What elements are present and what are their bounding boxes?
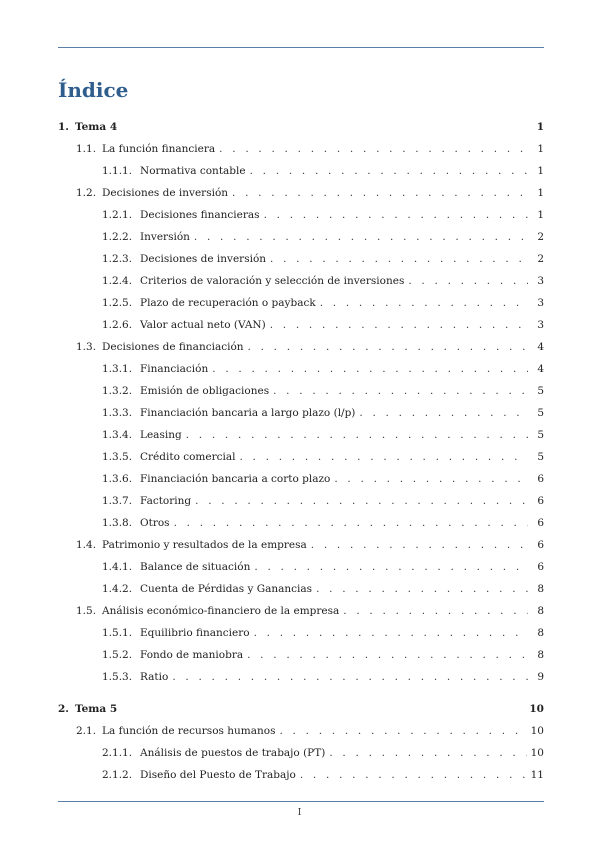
toc-leader	[359, 404, 528, 422]
toc-label: Plazo de recuperación o payback	[140, 297, 316, 309]
toc-label: Decisiones de inversión	[140, 253, 267, 265]
toc-label: Decisiones financieras	[140, 209, 260, 221]
toc-page: 1	[537, 187, 544, 199]
toc-number: 1.2.3.	[102, 253, 133, 265]
toc-label: Crédito comercial	[140, 451, 236, 463]
toc-leader	[343, 602, 528, 620]
toc-label: Equilibrio financiero	[140, 627, 250, 639]
toc-leader	[195, 492, 528, 510]
toc-subsection[interactable]	[58, 766, 544, 784]
toc-subsection[interactable]	[58, 448, 544, 466]
toc-leader	[194, 228, 528, 246]
header-rule	[58, 47, 544, 48]
toc-leader	[408, 272, 528, 290]
toc-subsection[interactable]	[58, 580, 544, 598]
toc-chapter-2[interactable]	[58, 700, 544, 718]
toc-number: 2.1.	[76, 725, 97, 737]
toc-number: 1.5.3.	[102, 671, 133, 683]
toc-leader	[316, 580, 528, 598]
toc-leader	[248, 338, 528, 356]
toc-page: 1	[537, 165, 544, 177]
toc-page: 9	[537, 671, 544, 683]
toc-subsection[interactable]	[58, 404, 544, 422]
toc-number: 1.4.1.	[102, 561, 133, 573]
toc-number: 1.4.	[76, 539, 97, 551]
toc-leader	[239, 448, 528, 466]
toc-subsection[interactable]	[58, 382, 544, 400]
toc-number: 1.2.4.	[102, 275, 133, 287]
toc-page: 11	[530, 769, 544, 781]
toc-page: 6	[537, 495, 544, 507]
toc-subsection[interactable]	[58, 492, 544, 510]
toc-label: Análisis económico-financiero de la empresa	[102, 605, 340, 617]
toc-leader	[300, 766, 527, 784]
toc-page: 2	[537, 253, 544, 265]
toc-leader	[273, 382, 528, 400]
toc-section[interactable]	[58, 338, 544, 356]
toc-leader	[254, 558, 528, 576]
toc-number: 1.3.8.	[102, 517, 133, 529]
toc-number: 1.5.2.	[102, 649, 133, 661]
toc-subsection[interactable]	[58, 426, 544, 444]
toc-number: 1.5.	[76, 605, 97, 617]
toc-leader	[329, 744, 526, 762]
toc-section[interactable]	[58, 140, 544, 158]
toc-page: 6	[537, 517, 544, 529]
toc-label: Tema 5	[75, 703, 118, 715]
toc-label: Balance de situación	[140, 561, 251, 573]
footer-rule	[58, 801, 544, 802]
page-title: Índice	[58, 78, 129, 102]
toc-page: 10	[529, 703, 544, 715]
toc-page: 8	[537, 627, 544, 639]
toc-page: 5	[537, 407, 544, 419]
toc-label: Análisis de puestos de trabajo (PT)	[140, 747, 326, 759]
toc-subsection[interactable]	[58, 316, 544, 334]
toc-leader	[174, 514, 528, 532]
toc-page: 5	[537, 429, 544, 441]
toc-label: Emisión de obligaciones	[140, 385, 270, 397]
toc-page: 4	[537, 363, 544, 375]
toc-number: 1.2.5.	[102, 297, 133, 309]
toc-leader	[212, 360, 528, 378]
toc-page: 10	[530, 725, 544, 737]
toc-leader	[311, 536, 528, 554]
toc-number: 1.3.3.	[102, 407, 133, 419]
toc-label: Otros	[140, 517, 170, 529]
toc-label: Financiación bancaria a largo plazo (l/p)	[140, 407, 356, 419]
toc-chapter-1[interactable]	[58, 118, 544, 136]
toc-page: 5	[537, 385, 544, 397]
toc-leader	[279, 722, 526, 740]
toc-label: Ratio	[140, 671, 169, 683]
toc-label: Cuenta de Pérdidas y Ganancias	[140, 583, 313, 595]
toc-leader	[172, 668, 528, 686]
toc-leader	[270, 250, 528, 268]
toc-leader	[247, 646, 528, 664]
toc-page: 3	[537, 297, 544, 309]
toc-number: 1.3.1.	[102, 363, 133, 375]
toc-subsection[interactable]	[58, 624, 544, 642]
toc-number: 1.3.	[76, 341, 97, 353]
toc-page: 10	[530, 747, 544, 759]
toc-label: Tema 4	[75, 121, 118, 133]
toc-label: Fondo de maniobra	[140, 649, 244, 661]
toc-subsection[interactable]	[58, 470, 544, 488]
toc-leader	[334, 470, 528, 488]
page-number: I	[297, 808, 302, 818]
toc-subsection[interactable]	[58, 228, 544, 246]
toc-label: Inversión	[140, 231, 190, 243]
toc-subsection[interactable]	[58, 272, 544, 290]
toc-section[interactable]	[58, 184, 544, 202]
toc-number: 1.4.2.	[102, 583, 133, 595]
toc-subsection[interactable]	[58, 360, 544, 378]
toc-number: 1.2.1.	[102, 209, 133, 221]
toc-number: 1.3.7.	[102, 495, 133, 507]
toc-number: 1.3.4.	[102, 429, 133, 441]
toc-subsection[interactable]	[58, 514, 544, 532]
toc-number: 1.1.	[76, 143, 97, 155]
toc-leader	[186, 426, 528, 444]
toc-number: 1.2.	[76, 187, 97, 199]
toc-subsection[interactable]	[58, 668, 544, 686]
toc-number: 2.	[58, 703, 69, 715]
toc-number: 1.2.6.	[102, 319, 133, 331]
toc-number: 1.	[58, 121, 69, 133]
toc-page: 6	[537, 561, 544, 573]
toc-section[interactable]	[58, 602, 544, 620]
toc-label: Normativa contable	[140, 165, 246, 177]
toc-leader	[254, 624, 528, 642]
toc-subsection[interactable]	[58, 558, 544, 576]
toc-leader	[232, 184, 528, 202]
toc-label: Diseño del Puesto de Trabajo	[140, 769, 296, 781]
toc-page: 2	[537, 231, 544, 243]
toc-page: 6	[537, 473, 544, 485]
toc-section[interactable]	[58, 536, 544, 554]
toc-leader	[264, 206, 528, 224]
toc-number: 1.3.6.	[102, 473, 133, 485]
toc-label: Leasing	[140, 429, 182, 441]
toc-number: 1.3.5.	[102, 451, 133, 463]
toc-number: 1.2.2.	[102, 231, 133, 243]
toc-label: La función de recursos humanos	[102, 725, 276, 737]
toc-page: 1	[537, 209, 544, 221]
toc-label: Valor actual neto (VAN)	[140, 319, 266, 331]
toc-subsection[interactable]	[58, 250, 544, 268]
toc-page: 8	[537, 605, 544, 617]
toc-subsection[interactable]	[58, 646, 544, 664]
toc-subsection[interactable]	[58, 162, 544, 180]
toc-leader	[320, 294, 528, 312]
toc-page: 4	[537, 341, 544, 353]
toc-page: 3	[537, 319, 544, 331]
toc-leader	[219, 140, 528, 158]
toc-label: La función financiera	[102, 143, 216, 155]
toc-label: Criterios de valoración y selección de inversiones	[140, 275, 405, 287]
toc-page: 1	[536, 121, 544, 133]
toc-label: Factoring	[140, 495, 192, 507]
toc-page: 6	[537, 539, 544, 551]
toc-label: Decisiones de inversión	[102, 187, 229, 199]
toc-number: 1.5.1.	[102, 627, 133, 639]
toc-page: 1	[537, 143, 544, 155]
toc-subsection[interactable]	[58, 294, 544, 312]
toc-leader	[250, 162, 528, 180]
toc-label: Decisiones de financiación	[102, 341, 244, 353]
toc-label: Financiación bancaria a corto plazo	[140, 473, 331, 485]
toc-label: Financiación	[140, 363, 209, 375]
toc-page: 8	[537, 649, 544, 661]
toc-subsection[interactable]	[58, 206, 544, 224]
toc-label: Patrimonio y resultados de la empresa	[102, 539, 307, 551]
toc-page: 8	[537, 583, 544, 595]
toc-page: 5	[537, 451, 544, 463]
toc-leader	[270, 316, 528, 334]
toc-page: 3	[537, 275, 544, 287]
toc-section[interactable]	[58, 722, 544, 740]
toc-subsection[interactable]	[58, 744, 544, 762]
toc-number: 1.3.2.	[102, 385, 133, 397]
toc-number: 2.1.2.	[102, 769, 133, 781]
toc-number: 1.1.1.	[102, 165, 133, 177]
toc-number: 2.1.1.	[102, 747, 133, 759]
